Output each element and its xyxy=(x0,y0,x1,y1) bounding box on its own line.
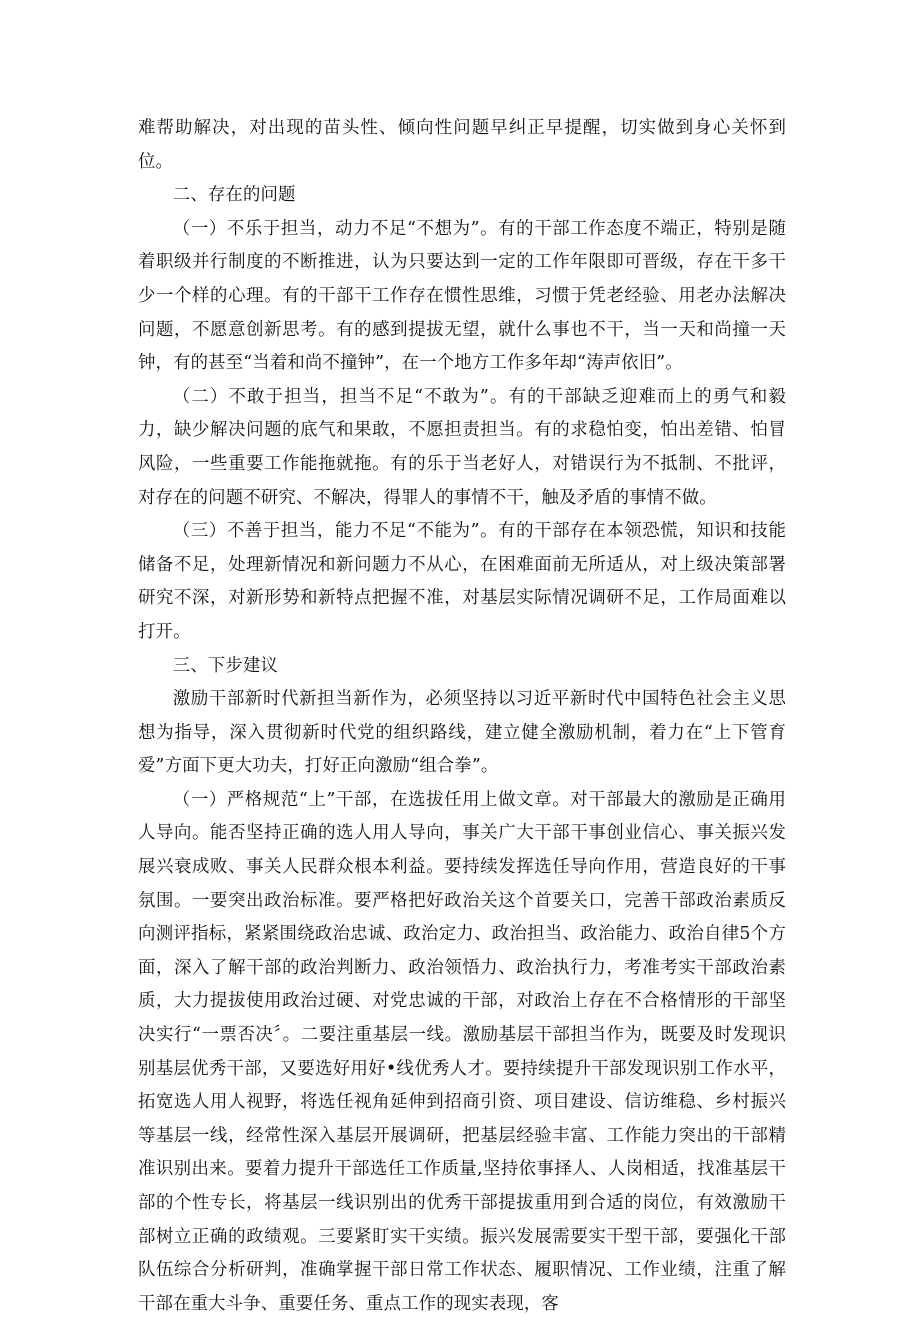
document-body xyxy=(138,112,786,1321)
section-2-paragraph-1: （一）不乐于担当，动力不足“不想为”。有的干部工作态度不端正，特别是随着职级并行制度的不断推进，认为只要达到一定的工作年限即可晋级，存在干多干少一个样的心理。有的干部干工作存在惯性思维，习惯于凭老经验、用老办法解决问题，不愿意创新思考。有的感到提拔无望，就什么事也不干，当一天和尚撞一天钟，有的甚至“当着和尚不撞钟”，在一个地方工作多年却“涛声依旧”。 xyxy=(138,218,786,374)
section-3-paragraph-1: 激励干部新时代新担当新作为，必须坚持以习近平新时代中国特色社会主义思想为指导，深入贯彻新时代党的组织路线，建立健全激励机制，着力在“上下管育爱”方面下更大功夫，打好正向激励“组合拳”。 xyxy=(138,689,786,777)
section-2-paragraph-3: （三）不善于担当，能力不足“不能为”。有的干部存在本领恐慌，知识和技能储备不足，处理新情况和新问题力不从心，在困难面前无所适从，对上级决策部署研究不深，对新形势和新特点把握不准，对基层实际情况调研不足，工作局面难以打开。 xyxy=(138,521,786,642)
section-3-paragraph-2: （一）严格规范“上”干部，在选拔任用上做文章。对干部最大的激励是正确用人导向。能否坚持正确的选人用人导向，事关广大干部干事创业信心、事关振兴发展兴衰成败、事关人民群众根本利益。要持续发挥选任导向作用，营造良好的干事氛围。一要突出政治标准。要严格把好政治关这个首要关口，完善干部政治素质反向测评指标，紧紧围绕政治忠诚、政治定力、政治担当、政治能力、政治自律5个方面，深入了解干部的政治判断力、政治领悟力、政治执行力，考准考实干部政治素质，大力提拔使用政治过硬、对党忠诚的干部，对政治上存在不合格情形的干部坚决实行“一票否决〞。二要注重基层一线。激励基层干部担当作为，既要及时发现识别基层优秀干部，又要选好用好•线优秀人才。要持续提升干部发现识别工作水平，拓宽选人用人视野，将选任视角延伸到招商引资、项目建设、信访维稳、乡村振兴等基层一线，经常性深入基层开展调研，把基层经验丰富、工作能力突出的干部精准识别出来。要着力提升干部选任工作质量,坚持依事择人、人岗相适，找准基层干部的个性专长，将基层一线识别出的优秀干部提拔重用到合适的岗位，有效激励干部树立正确的政绩观。三要紧盯实干实绩。振兴发展需要实干型干部，要强化干部队伍综合分析研判，准确掌握干部日常工作状态、履职情况、工作业绩，注重了解干部在重大斗争、重要任务、重点工作的现实表现，客 xyxy=(138,789,786,1314)
intro-continuation: 难帮助解决，对出现的苗头性、倾向性问题早纠正早提醒，切实做到身心关怀到位。 xyxy=(138,118,786,172)
section-3-heading: 三、下步建议 xyxy=(172,655,279,676)
section-2-heading: 二、存在的问题 xyxy=(172,185,296,206)
section-2-paragraph-2: （二）不敢于担当，担当不足“不敢为”。有的干部缺乏迎难而上的勇气和毅力，缺少解决问题的底气和果敢，不愿担责担当。有的求稳怕变，怕出差错、怕冒风险，一些重要工作能拖就拖。有的乐于当老好人，对错误行为不抵制、不批评，对存在的问题不研究、不解决，得罪人的事情不干，触及矛盾的事情不做。 xyxy=(138,386,786,508)
